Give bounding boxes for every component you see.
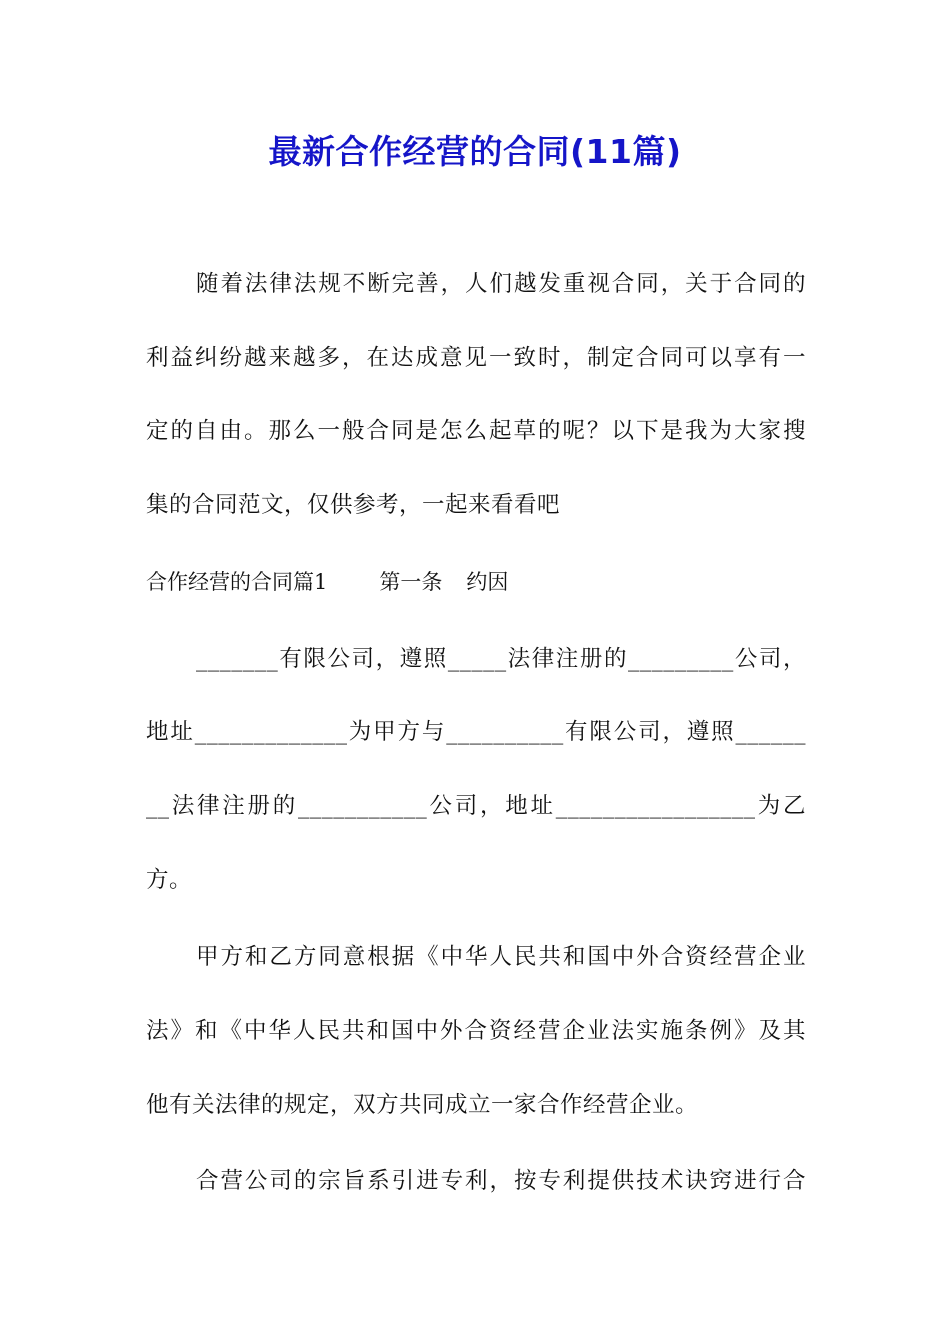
section-heading — [146, 566, 508, 598]
section-heading-label: 合作经营的合同篇1 — [146, 570, 328, 594]
agreement-line-2: 法》和《中华人民共和国中外合资经营企业法实施条例》及其 — [146, 1018, 806, 1044]
purpose-line-1: 合营公司的宗旨系引进专利，按专利提供技术诀窍进行合 — [196, 1168, 806, 1194]
intro-line-2: 利益纠纷越来越多，在达成意见一致时，制定合同可以享有一 — [146, 345, 806, 371]
parties-line-3: __法律注册的___________公司，地址_________________为乙 — [146, 793, 806, 819]
article-number: 第一条 — [379, 570, 443, 594]
intro-line-4: 集的合同范文，仅供参考，一起来看看吧 — [146, 492, 561, 518]
parties-line-2: 地址_____________为甲方与__________有限公司，遵照______ — [146, 719, 806, 745]
article-title: 约因 — [466, 570, 509, 594]
document-title: 最新合作经营的合同(11篇) — [268, 132, 682, 171]
agreement-line-1: 甲方和乙方同意根据《中华人民共和国中外合资经营企业 — [196, 944, 806, 970]
agreement-line-3: 他有关法律的规定，双方共同成立一家合作经营企业。 — [146, 1092, 699, 1118]
intro-line-1: 随着法律法规不断完善，人们越发重视合同，关于合同的 — [196, 271, 806, 297]
parties-line-4: 方。 — [146, 867, 193, 893]
intro-line-3: 定的自由。那么一般合同是怎么起草的呢？以下是我为大家搜 — [146, 418, 806, 444]
parties-line-1: _______有限公司，遵照_____法律注册的_________公司， — [196, 646, 806, 672]
